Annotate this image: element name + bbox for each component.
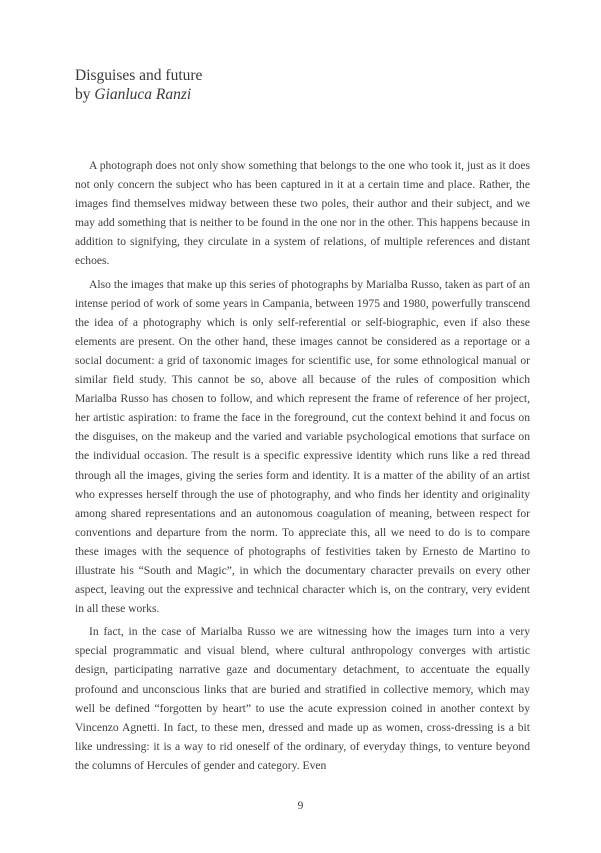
byline-prefix: by [75, 86, 95, 103]
paragraph-1: A photograph does not only show something that belongs to the one who took it, just as it does not only concern the subject who has been captured in it at a certain time and place. Rather, the images find themselves midway between these two poles, their author and their subject, and we may add something that is neither to be found in the one nor in the other. This happens because in addition to signifying, they circulate in a system of relations, of multiple references and distant echoes. [75, 159, 530, 268]
paragraph-2: Also the images that make up this series of photographs by Marialba Russo, taken as part of an intense period of work of some years in Campania, between 1975 and 1980, powerfully transcend the idea of a photography which is only self-referential or self-biographic, even if also these elements are present. On the other hand, these images cannot be considered as a reportage or a social document: a grid of taxonomic images for scientific use, for some ethnological manual or similar field study. This cannot be so, above all because of the rules of composition which Marialba Russo has chosen to follow, and which represent the frame of reference of her project, her artistic aspiration: to frame the face in the foreground, cut the context behind it and focus on the disguises, on the makeup and the varied and variable psychological emotions that surface on the individual occasion. The result is a specific expressive identity which runs like a red thread through all the images, giving the series form and identity. It is a matter of the ability of an artist who expresses herself through the use of photography, and who finds her identity and originality among shared representations and an autonomous coagulation of meaning, between respect for conventions and departure from the norm. To appreciate this, all we need to do is to compare these images with the sequence of photographs of festivities taken by Ernesto de Martino to illustrate his “South and Magic”, in which the documentary character prevails on every other aspect, leaving out the expressive and technical character which is, on the contrary, very evident in all these works. [75, 277, 530, 616]
article-title: Disguises and future [75, 67, 203, 84]
article-body [75, 156, 530, 779]
article-heading [75, 66, 535, 104]
article-byline [75, 85, 535, 104]
author-name: Gianluca Ranzi [94, 86, 192, 103]
page-number: 9 [297, 800, 304, 812]
paragraph-3: In fact, in the case of Marialba Russo we are witnessing how the images turn into a very special programmatic and visual blend, where cultural anthropology converges with artistic design, participating narrative gaze and documentary detachment, to accentuate the equally profound and unconscious links that are buried and stratified in collective memory, which may well be defined “forgotten by heart” to use the acute expression coined in another context by Vincenzo Agnetti. In fact, to these men, dressed and made up as women, cross-dressing is a bit like undressing: it is a way to rid oneself of the ordinary, of everyday things, to venture beyond the columns of Hercules of gender and category. Even [75, 625, 530, 772]
